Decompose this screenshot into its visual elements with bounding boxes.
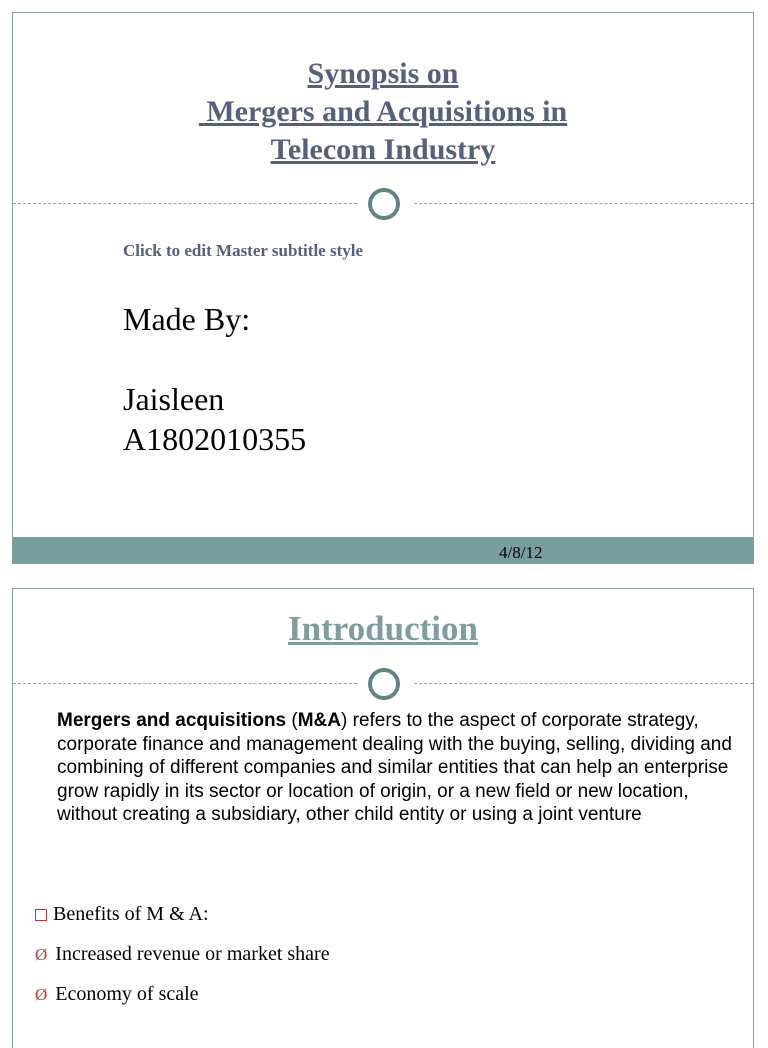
divider-ring-icon <box>368 668 400 700</box>
intro-text: refers to the aspect of corporate strategy, corporate finance and management dealing with the buying, selling, dividing and combining of different companies and similar entities that can help an enterprise grow rapidly in its sector or location of origin, or a new field or new location, without creating a subsidiary, other child entity or using a joint venture <box>57 710 732 825</box>
subtitle-placeholder[interactable]: Click to edit Master subtitle style <box>123 241 364 260</box>
made-by-label: Made By: <box>123 301 251 337</box>
author-block <box>123 299 306 459</box>
author-id: A1802010355 <box>123 421 307 457</box>
slide-title <box>13 55 753 169</box>
introduction-slide <box>12 588 754 1048</box>
title-line-3: Telecom Industry <box>270 133 496 166</box>
benefits-heading: Benefits of M & A: <box>53 903 209 925</box>
list-item <box>35 983 199 1006</box>
empty-set-bullet-icon: Ø <box>35 984 48 1004</box>
benefit-text: Economy of scale <box>55 983 199 1005</box>
list-item <box>35 943 330 966</box>
intro-abbr: M&A <box>297 710 342 731</box>
benefits-heading-item <box>35 903 209 926</box>
footer-bar <box>13 537 753 563</box>
title-slide <box>12 12 754 564</box>
empty-set-bullet-icon: Ø <box>35 944 48 964</box>
benefit-text: Increased revenue or market share <box>55 943 330 965</box>
title-line-1: Synopsis on <box>307 57 459 90</box>
divider-ring-icon <box>368 188 400 220</box>
slide-title: Introduction <box>288 609 478 648</box>
intro-term: Mergers and acquisitions <box>57 710 287 731</box>
square-bullet-icon <box>35 909 47 921</box>
blank-line <box>123 339 306 379</box>
footer-date: 4/8/12 <box>499 543 543 562</box>
intro-paragraph: Mergers and acquisitions (M&A) refers to the aspect of corporate strategy, corporate finance and management dealing with the buying, selling, dividing and combining of different companies and similar entities that can help an enterprise grow rapidly in its sector or location of origin, or a new field or new location, without creating a subsidiary, other child entity or using a joint venture <box>57 710 732 825</box>
author-name: Jaisleen <box>123 381 225 417</box>
title-line-2: Mergers and Acquisitions in <box>198 95 568 128</box>
